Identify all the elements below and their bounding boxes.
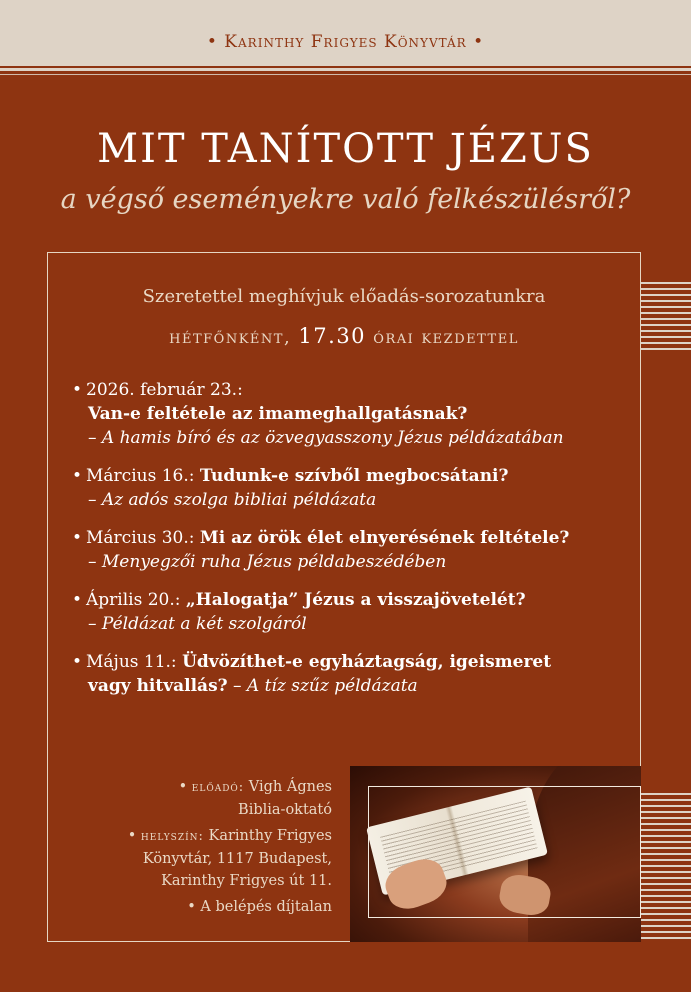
venue-line-1: Karinthy Frigyes: [208, 828, 332, 844]
event-info: [100, 776, 332, 922]
bullet-icon: •: [187, 899, 201, 915]
bullet-icon: •: [178, 779, 192, 795]
bullet-icon: •: [72, 590, 83, 610]
lecture-topic-continued: vagy hitvallás?: [88, 676, 228, 696]
bullet-icon: •: [72, 652, 83, 672]
lecture-date: Március 16.:: [86, 466, 195, 486]
lecture-topic: Üdvözíthet-e egyháztagság, igeismeret: [182, 652, 552, 672]
lecture-date: Május 11.:: [86, 652, 177, 672]
lecture-item: [72, 650, 632, 698]
speaker-name: Vigh Ágnes: [248, 779, 332, 795]
venue-line-2: Könyvtár, 1117 Budapest,: [142, 851, 332, 867]
page-subtitle: a végső eseményekre való felkészülésről?: [60, 184, 631, 215]
lecture-topic: „Halogatja” Jézus a visszajövetelét?: [185, 590, 526, 610]
lecture-subtitle: – Az adós szolga bibliai példázata: [88, 490, 377, 510]
venue-line-3: Karinthy Frigyes út 11.: [161, 873, 332, 889]
speaker-label: előadó:: [191, 780, 245, 795]
venue-label: helyszín:: [140, 829, 204, 844]
bullet-icon: •: [72, 528, 83, 548]
lecture-date: Március 30.:: [86, 528, 195, 548]
entry-note: A belépés díjtalan: [200, 899, 332, 915]
lecture-subtitle: – Menyegzői ruha Jézus példabeszédében: [88, 552, 447, 572]
bullet-icon: •: [72, 380, 83, 400]
library-name: • Karinthy Frigyes Könyvtár •: [206, 32, 485, 52]
lecture-list: [72, 378, 632, 712]
schedule-text: [47, 324, 641, 348]
bible-reading-photo: [350, 766, 641, 942]
lecture-topic: Tudunk-e szívből megbocsátani?: [199, 466, 509, 486]
lecture-item: [72, 588, 632, 636]
schedule-suffix: órai kezdettel: [373, 327, 519, 348]
decorative-stripes-bottom: [641, 793, 691, 943]
lecture-date: Április 20.:: [86, 590, 181, 610]
lecture-topic: Mi az örök élet elnyerésének feltétele?: [199, 528, 570, 548]
header-divider: [0, 68, 691, 71]
bullet-icon: •: [127, 828, 141, 844]
lecture-subtitle: – A hamis bíró és az özvegyasszony Jézus példázatában: [88, 428, 564, 448]
page-title: MIT TANÍTOTT JÉZUS: [97, 126, 594, 172]
photo-frame: [368, 786, 641, 918]
speaker-role: Biblia-oktató: [238, 802, 332, 818]
lecture-subtitle: – A tíz szűz példázata: [233, 676, 418, 696]
lecture-subtitle: – Példázat a két szolgáról: [88, 614, 307, 634]
lecture-item: [72, 464, 632, 512]
bullet-icon: •: [72, 466, 83, 486]
lecture-item: [72, 526, 632, 574]
header-divider-thin: [0, 74, 691, 75]
lecture-topic: Van-e feltétele az imameghallgatásnak?: [88, 404, 468, 424]
decorative-stripes-top: [641, 282, 691, 352]
schedule-time: 17.30: [298, 324, 367, 348]
invitation-text: Szeretettel meghívjuk előadás-sorozatunkra: [142, 286, 546, 307]
schedule-prefix: hétfőnként,: [169, 327, 292, 348]
lecture-item: [72, 378, 632, 450]
lecture-date: 2026. február 23.:: [86, 380, 243, 400]
